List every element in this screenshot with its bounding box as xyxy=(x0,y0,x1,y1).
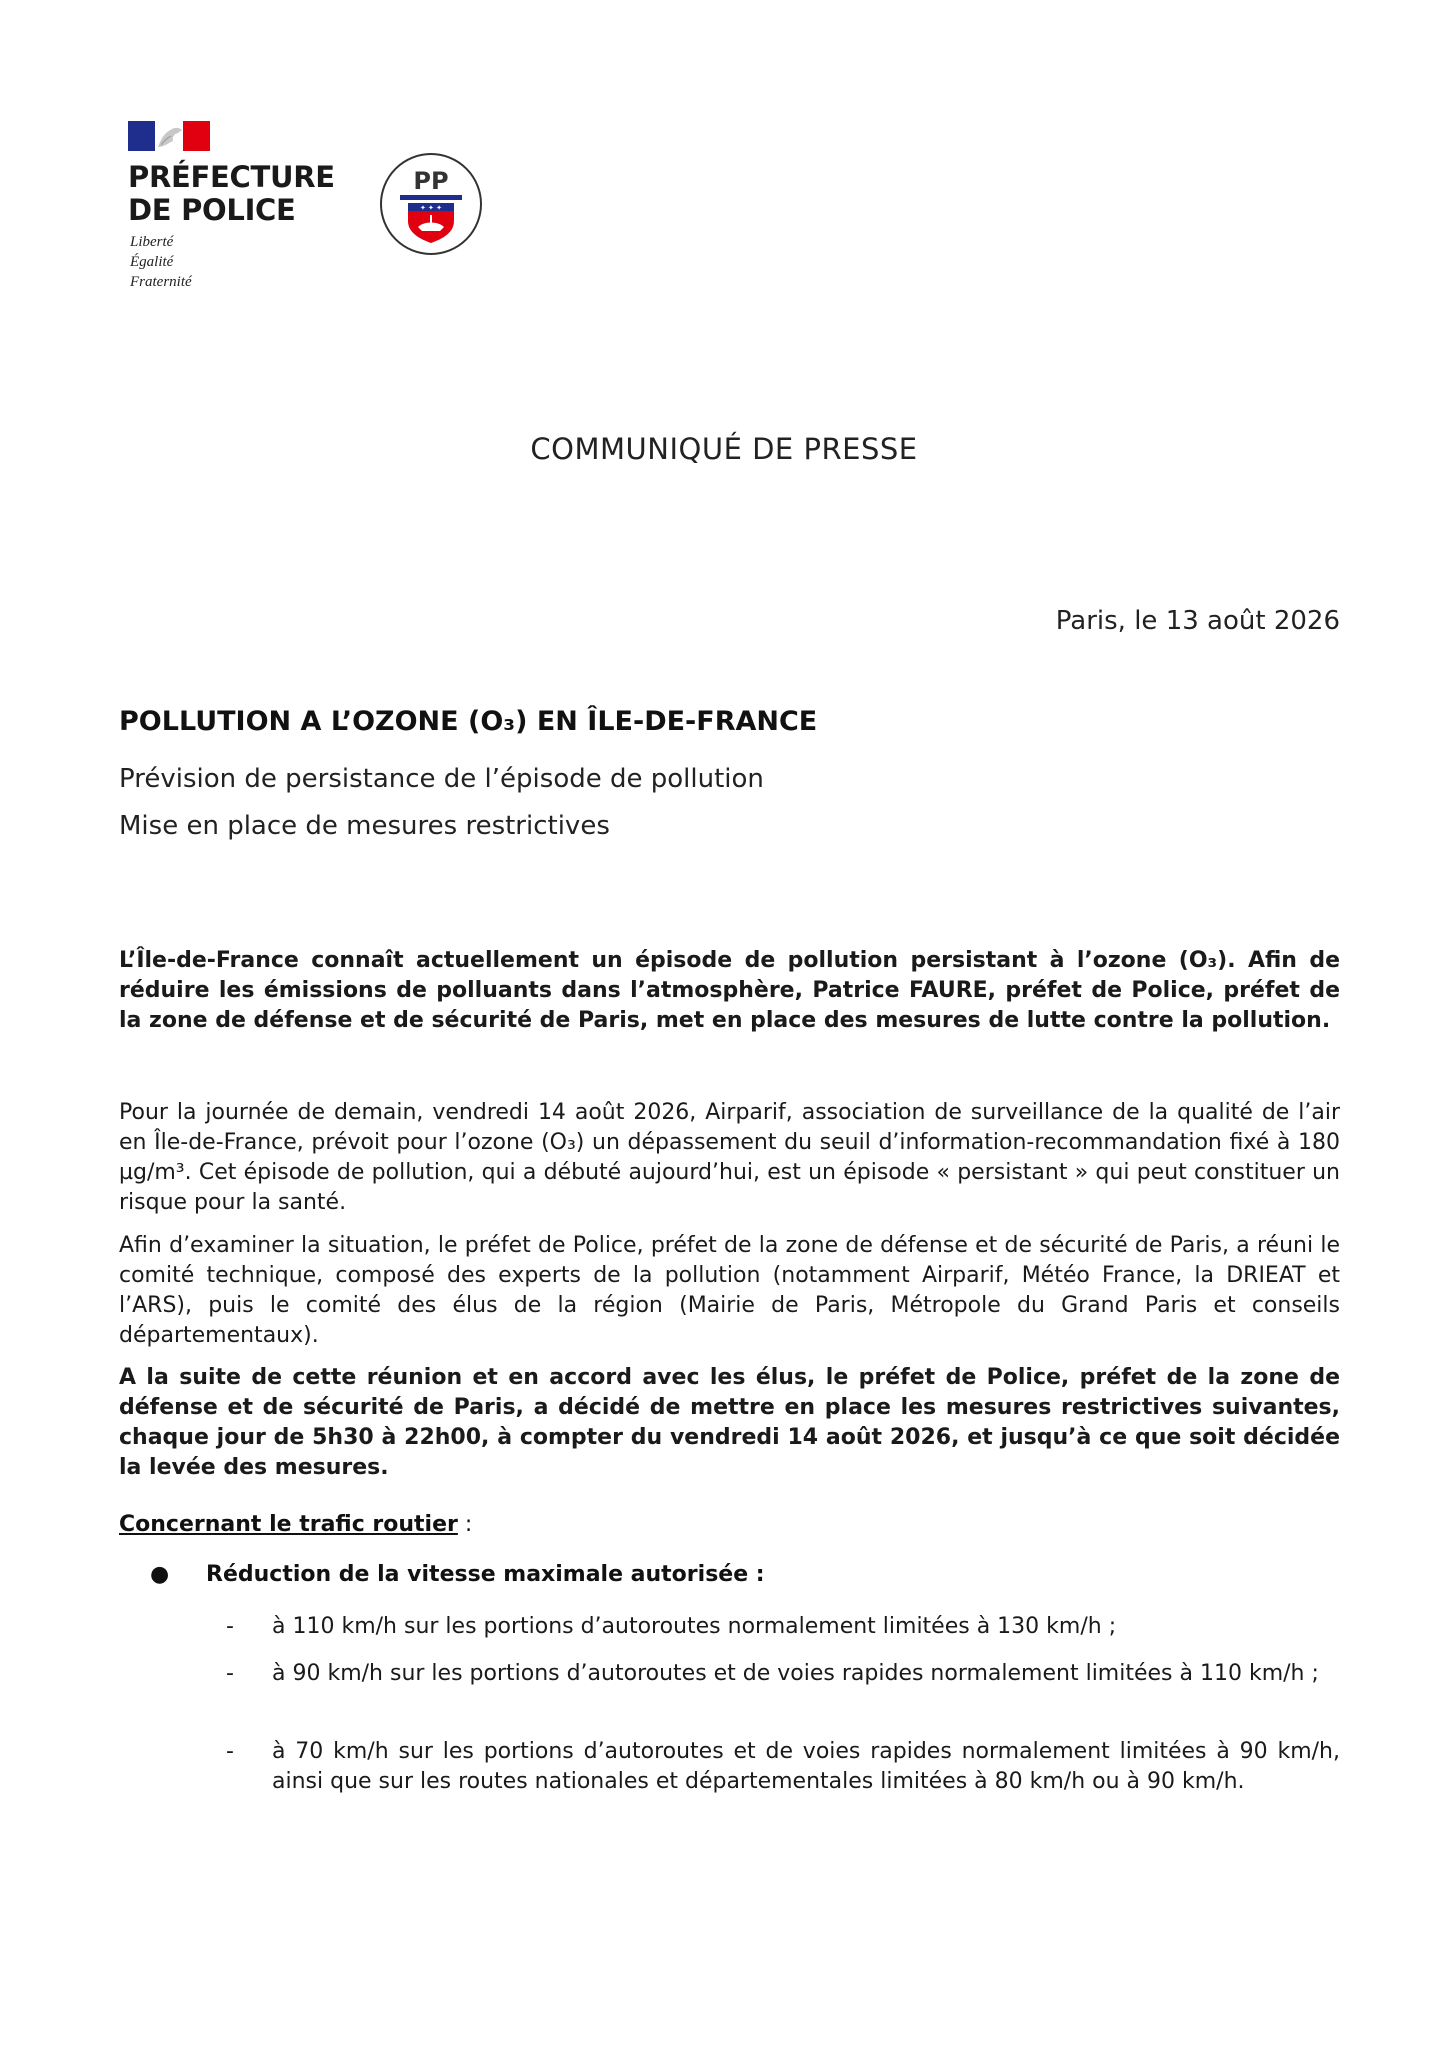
paragraph-forecast: Pour la journée de demain, vendredi 14 août 2026, Airparif, association de surveillance de la qualité de l’air en Île-de-France, prévoit pour l’ozone (O₃) un dépassement du seuil d’information-recommandation fixé à 180 µg/m³. Cet épisode de pollution, qui a débuté aujourd’hui, est un épisode « persistant » qui peut constituer un risque pour la santé. xyxy=(119,1100,1340,1215)
dash-icon: - xyxy=(226,1739,234,1764)
institution-name xyxy=(128,161,348,227)
decision-paragraph: A la suite de cette réunion et en accord avec les élus, le préfet de Police, préfet de la zone de défense et de sécurité de Paris, a décidé de mettre en place les mesures restrictives suivantes, chaque jour de 5h30 à 22h00, à compter du vendredi 14 août 2026, et jusqu’à ce que soit décidée la levée des mesures. xyxy=(119,1365,1340,1480)
list-item xyxy=(226,1659,1340,1689)
institution-line-2: DE POLICE xyxy=(128,193,296,227)
lead-paragraph: L’Île-de-France connaît actuellement un épisode de pollution persistant à l’ozone (O₃). Afin de réduire les émissions de polluants dans l’atmosphère, Patrice FAURE, préfet de Police, préfet de la zone de défense et de sécurité de Paris, met en place des mesures de lutte contre la pollution. xyxy=(119,948,1340,1033)
section-title xyxy=(119,1512,472,1537)
subheading-1: Prévision de persistance de l’épisode de pollution xyxy=(119,764,764,794)
dash-icon: - xyxy=(226,1661,234,1686)
police-prefecture-emblem-icon xyxy=(378,151,484,257)
document-type-title xyxy=(0,432,1448,466)
section-title-suffix: : xyxy=(457,1512,473,1537)
list-item xyxy=(226,1612,1340,1642)
paragraph-committee: Afin d’examiner la situation, le préfet de Police, préfet de la zone de défense et de sécurité de Paris, a réuni le comité technique, composé des experts de la pollution (notamment Airparif, Météo France, la DRIEAT et l’ARS), puis le comité des élus de la région (Mairie de Paris, Métropole du Grand Paris et conseils départementaux). xyxy=(119,1233,1340,1348)
section-title-text: Concernant le trafic routier xyxy=(119,1512,458,1537)
bullet-dot-icon: ● xyxy=(150,1562,170,1587)
dash-icon: - xyxy=(226,1614,234,1639)
list-item-text: à 90 km/h sur les portions d’autoroutes et de voies rapides normalement limitées à 110 km/h ; xyxy=(272,1661,1319,1686)
document-type-text: COMMUNIQUÉ DE PRESSE xyxy=(530,432,918,466)
motto-liberte: Liberté xyxy=(130,234,174,250)
svg-text:PP: PP xyxy=(413,167,449,195)
motto-fraternite: Fraternité xyxy=(130,274,192,290)
institution-line-1: PRÉFECTURE xyxy=(128,160,335,194)
subheading-2: Mise en place de mesures restrictives xyxy=(119,811,610,841)
list-item-text: à 70 km/h sur les portions d’autoroutes et de voies rapides normalement limitées à 90 km/h, ainsi que sur les routes nationales et départementales limitées à 80 km/h ou à 90 km/h. xyxy=(272,1739,1340,1794)
headline: POLLUTION A L’OZONE (O₃) EN ÎLE-DE-FRANCE xyxy=(119,706,818,737)
list-item-text: à 110 km/h sur les portions d’autoroutes normalement limitées à 130 km/h ; xyxy=(272,1614,1117,1639)
republic-motto xyxy=(130,232,192,292)
list-item xyxy=(226,1737,1340,1797)
marianne-flag-icon xyxy=(128,121,210,151)
dateline: Paris, le 13 août 2026 xyxy=(1055,606,1340,636)
bullet-text: Réduction de la vitesse maximale autorisée : xyxy=(206,1562,765,1587)
svg-text:✦ ✦ ✦: ✦ ✦ ✦ xyxy=(419,204,443,212)
motto-egalite: Égalité xyxy=(130,254,174,270)
